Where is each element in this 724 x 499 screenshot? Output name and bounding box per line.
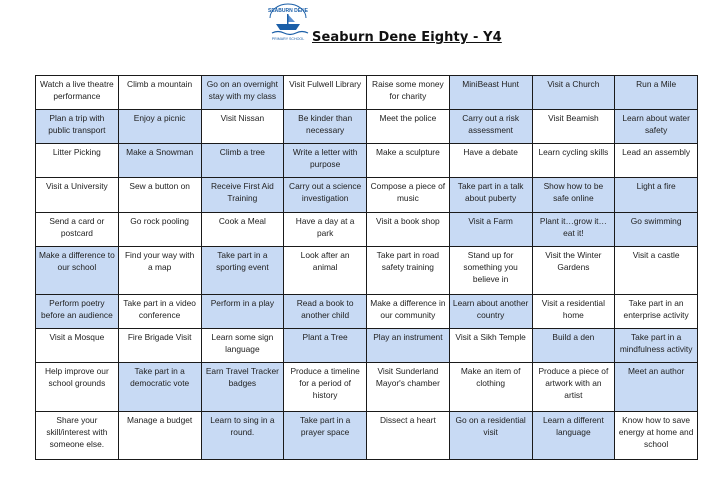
activity-cell: Meet the police [367, 110, 450, 144]
activity-cell: Go on a residential visit [449, 411, 532, 459]
activity-cell: Climb a tree [201, 144, 284, 178]
activity-cell: Make a sculpture [367, 144, 450, 178]
activity-cell: Compose a piece of music [367, 178, 450, 212]
svg-text:PRIMARY SCHOOL: PRIMARY SCHOOL [271, 37, 305, 41]
activity-cell: Visit a University [36, 178, 119, 212]
activity-cell: Send a card or postcard [36, 212, 119, 246]
activity-cell: Make a difference in our community [367, 295, 450, 329]
activity-cell: Visit Sunderland Mayor's chamber [367, 363, 450, 411]
activity-cell: Visit a Sikh Temple [449, 329, 532, 363]
activity-cell: Produce a piece of artwork with an artist [532, 363, 615, 411]
activity-cell: Share your skill/interest with someone else. [36, 411, 119, 459]
activity-cell: Go on an overnight stay with my class [201, 76, 284, 110]
activity-cell: Make an item of clothing [449, 363, 532, 411]
activity-cell: Take part in an enterprise activity [615, 295, 698, 329]
activity-cell: Write a letter with purpose [284, 144, 367, 178]
activity-cell: Receive First Aid Training [201, 178, 284, 212]
activity-cell: Sew a button on [118, 178, 201, 212]
activity-cell: Help improve our school grounds [36, 363, 119, 411]
activity-cell: MiniBeast Hunt [449, 76, 532, 110]
grid-row [36, 144, 698, 178]
activity-cell: Visit Nissan [201, 110, 284, 144]
activity-cell: Meet an author [615, 363, 698, 411]
activity-cell: Take part in a video conference [118, 295, 201, 329]
activity-cell: Know how to save energy at home and school [615, 411, 698, 459]
grid-row [36, 363, 698, 411]
activity-cell: Carry out a risk assessment [449, 110, 532, 144]
grid-row [36, 329, 698, 363]
activity-cell: Watch a live theatre performance [36, 76, 119, 110]
activity-cell: Visit the Winter Gardens [532, 246, 615, 294]
grid-row [36, 295, 698, 329]
activity-cell: Learn about water safety [615, 110, 698, 144]
grid-row [36, 76, 698, 110]
activity-cell: Plant it…grow it…eat it! [532, 212, 615, 246]
grid-row [36, 411, 698, 459]
activity-cell: Fire Brigade Visit [118, 329, 201, 363]
activity-cell: Make a difference to our school [36, 246, 119, 294]
activity-cell: Visit a castle [615, 246, 698, 294]
activity-cell: Learn some sign language [201, 329, 284, 363]
activity-cell: Learn cycling skills [532, 144, 615, 178]
grid-row [36, 110, 698, 144]
activity-cell: Go swimming [615, 212, 698, 246]
svg-text:SEABURN DENE: SEABURN DENE [267, 8, 309, 14]
grid-row [36, 246, 698, 294]
activity-cell: Lead an assembly [615, 144, 698, 178]
activity-cell: Raise some money for charity [367, 76, 450, 110]
activity-cell: Look after an animal [284, 246, 367, 294]
activity-cell: Read a book to another child [284, 295, 367, 329]
activity-cell: Run a Mile [615, 76, 698, 110]
activity-cell: Take part in a sporting event [201, 246, 284, 294]
activity-cell: Visit a Farm [449, 212, 532, 246]
activity-cell: Have a day at a park [284, 212, 367, 246]
activity-cell: Stand up for something you believe in [449, 246, 532, 294]
activity-cell: Cook a Meal [201, 212, 284, 246]
page-title: Seaburn Dene Eighty - Y4 [312, 30, 502, 45]
school-logo [264, 2, 312, 42]
ship-emblem-icon [264, 2, 312, 42]
activity-cell: Light a fire [615, 178, 698, 212]
activity-cell: Perform poetry before an audience [36, 295, 119, 329]
activity-cell: Learn to sing in a round. [201, 411, 284, 459]
grid-row [36, 178, 698, 212]
activity-cell: Take part in a mindfulness activity [615, 329, 698, 363]
activity-cell: Find your way with a map [118, 246, 201, 294]
activity-cell: Take part in a prayer space [284, 411, 367, 459]
activity-cell: Take part in road safety training [367, 246, 450, 294]
activity-grid [35, 75, 698, 460]
activity-cell: Earn Travel Tracker badges [201, 363, 284, 411]
activity-cell: Litter Picking [36, 144, 119, 178]
activity-cell: Visit a Church [532, 76, 615, 110]
activity-cell: Make a Snowman [118, 144, 201, 178]
activity-cell: Dissect a heart [367, 411, 450, 459]
activity-cell: Be kinder than necessary [284, 110, 367, 144]
activity-cell: Show how to be safe online [532, 178, 615, 212]
activity-cell: Manage a budget [118, 411, 201, 459]
activity-cell: Visit Fulwell Library [284, 76, 367, 110]
grid-row [36, 212, 698, 246]
activity-cell: Go rock pooling [118, 212, 201, 246]
activity-cell: Visit Beamish [532, 110, 615, 144]
activity-cell: Visit a residential home [532, 295, 615, 329]
activity-cell: Visit a book shop [367, 212, 450, 246]
activity-cell: Produce a timeline for a period of history [284, 363, 367, 411]
activity-cell: Visit a Mosque [36, 329, 119, 363]
activity-cell: Have a debate [449, 144, 532, 178]
activity-cell: Plan a trip with public transport [36, 110, 119, 144]
activity-cell: Enjoy a picnic [118, 110, 201, 144]
activity-cell: Learn a different language [532, 411, 615, 459]
activity-cell: Play an instrument [367, 329, 450, 363]
activity-cell: Climb a mountain [118, 76, 201, 110]
activity-cell: Build a den [532, 329, 615, 363]
activity-cell: Perform in a play [201, 295, 284, 329]
activity-cell: Take part in a democratic vote [118, 363, 201, 411]
activity-cell: Plant a Tree [284, 329, 367, 363]
activity-cell: Learn about another country [449, 295, 532, 329]
activity-cell: Take part in a talk about puberty [449, 178, 532, 212]
activity-cell: Carry out a science investigation [284, 178, 367, 212]
